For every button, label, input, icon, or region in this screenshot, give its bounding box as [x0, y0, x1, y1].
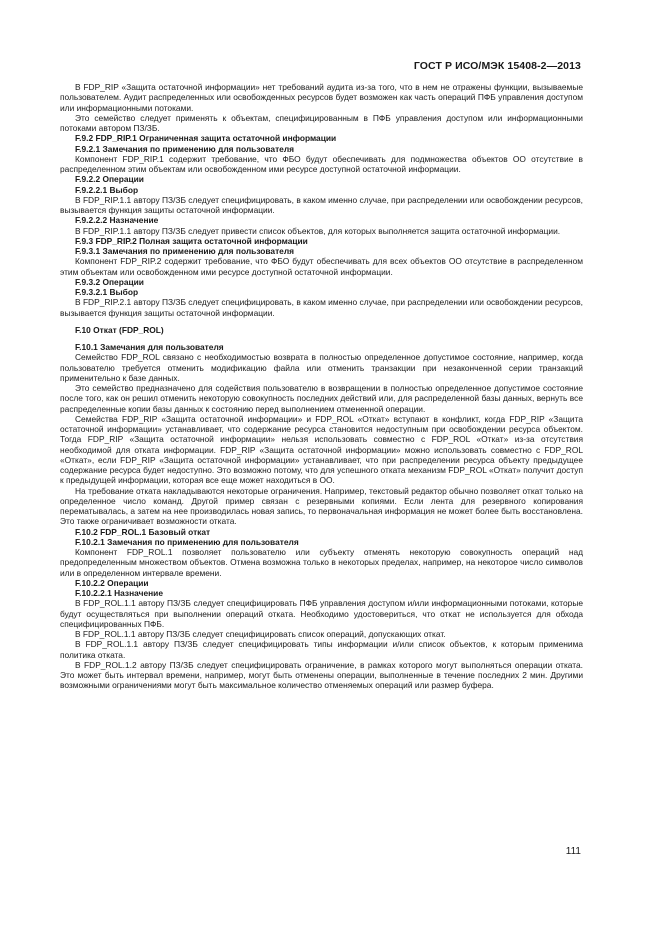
paragraph: В FDP_RIP.1.1 автору ПЗ/ЗБ следует привести список объектов, для которых выполняется защита остаточной информации. [75, 225, 561, 236]
paragraph: Компонент FDP_RIP.2 содержит требование, что ФБО будут обеспечивать для всех объектов ОО отсутствие в распределенном этим объектам или освобожденном ими ресурсе доступной остаточной информации. [60, 256, 583, 277]
section-heading: F.10.2.2 Операции [75, 577, 149, 588]
paragraph: Это семейство предназначено для содействия пользователю в возвращении в полностью определенное допустимое состояние после того, как он решил отменить некоторую совокупность последних действий или, для распределенной базы данных, вернуть все распределенные копии базы данных к состоянию перед выполнением отмененной операции. [60, 383, 583, 414]
paragraph: В FDP_ROL.1.1 автору ПЗ/ЗБ следует специфицировать список операций, допускающих откат. [75, 629, 446, 639]
paragraph: Компонент FDP_ROL.1 позволяет пользователю или субъекту отменять некоторую совокупность операций над предопределенным множеством объектов. Отмена возможна только в некоторых пределах, например, на некоторое число символов или в определенном интервале времени. [60, 547, 583, 578]
section-heading: F.9.2.2 Операции [75, 174, 144, 185]
section-heading: F.10.2.2.1 Назначение [75, 588, 163, 598]
paragraph: В FDP_ROL.1.2 автору ПЗ/ЗБ следует специфицировать ограничение, в рамках которого могут выполняться операции отката. Это может быть интервал времени, например, могут быть отменены операции, выполненные в течение последних 2 мин. Другими возможными ограничениями могут быть максимальное количество отменяемых операций или размер буфера. [60, 659, 583, 691]
section-heading: F.10.2.1 Замечания по применению для пользователя [75, 536, 299, 547]
section-heading: F.9.2.1 Замечания по применению для пользователя [75, 143, 295, 154]
section-heading: F.9.3.2 Операции [75, 276, 144, 287]
paragraph: В FDP_RIP.2.1 автору ПЗ/ЗБ следует специфицировать, в каком именно случае, при распределении или освобождении ресурсов, вызывается функция защиты остаточной информации. [60, 297, 583, 318]
paragraph: Компонент FDP_RIP.1 содержит требование, что ФБО будут обеспечивать для подмножества объектов ОО отсутствие в распределенном этим объектам или освобожденном ими ресурсе доступной остаточной информации. [60, 153, 583, 174]
document-body [60, 82, 583, 691]
page-number: 111 [565, 846, 581, 857]
section-heading: F.9.3 FDP_RIP.2 Полная защита остаточной информации [75, 235, 308, 246]
section-heading: F.9.3.1 Замечания по применению для пользователя [75, 246, 295, 256]
paragraph: На требование отката накладываются некоторые ограничения. Например, текстовый редактор обычно позволяет откат только на определенное число команд. Другой пример связан с резервными копиями. Если лента для резервного копирования перематывалась, а затем на нее производилась новая запись, то первоначальная информация не может более быть восстановлена. Это также ограничивает возможности отката. [60, 485, 583, 527]
section-heading: F.10.1 Замечания для пользователя [75, 342, 224, 352]
paragraph: Семейства FDP_RIP «Защита остаточной информации» и FDP_ROL «Откат» вступают в конфликт, когда FDP_RIP «Защита остаточной информации» устанавливает, что содержание ресурса становится недоступным при освобождении ресурса объектом. Тогда FDP_RIP «Защита остаточной информации» нельзя использовать совместно с FDP_ROL «Откат» из-за отсутствия необходимой для отката информации. FDP_RIP «Защита остаточной информации» можно использовать совместно с FDP_ROL «Откат», если FDP_RIP «Защита остаточной информации» устанавливает, что при распределении ресурса объекту предыдущее содержание ресурса будет недоступно. Это возможно потому, что для успешного отката механизм FDP_ROL «Откат» получит доступ к предыдущей информации, которая все еще может находиться в ОО. [60, 413, 583, 486]
section-heading: F.10.2 FDP_ROL.1 Базовый откат [75, 526, 211, 537]
section-heading: F.10 Откат (FDP_ROL) [75, 324, 164, 335]
paragraph: В FDP_ROL.1.1 автору ПЗ/ЗБ следует специфицировать типы информации и/или список объектов, к которым применима политика отката. [60, 639, 583, 660]
paragraph: Семейство FDP_ROL связано с необходимостью возврата в полностью определенное допустимое состояние, например, когда пользователю требуется отменить модификацию файла или отменить транзакции при незаконченной серии транзакций применительно к базе данных. [60, 352, 583, 383]
paragraph: Это семейство следует применять к объектам, специфицированным в ПФБ управления доступом или информационными потоками автором ПЗ/ЗБ. [60, 112, 583, 133]
paragraph: В FDP_ROL.1.1 автору ПЗ/ЗБ следует специфицировать ПФБ управления доступом и/или информационными потоками, которые будут осуществляться при выполнении операций отката. Необходимо удостовериться, что откат не используется для обхода специфицированных ПФБ. [60, 598, 583, 629]
section-heading: F.9.3.2.1 Выбор [75, 287, 139, 297]
section-heading: F.9.2.2.1 Выбор [75, 184, 139, 195]
standard-header: ГОСТ Р ИСО/МЭК 15408-2—2013 [413, 60, 581, 72]
paragraph: В FDP_RIP.1.1 автору ПЗ/ЗБ следует специфицировать, в каком именно случае, при распределении или освобождении ресурсов, вызывается функция защиты остаточной информации. [60, 194, 583, 215]
paragraph: В FDP_RIP «Защита остаточной информации» нет требований аудита из-за того, что в нем не отражены функции, вызываемые пользователем. Аудит распределенных или освобожденных ресурсов будет возможен как часть операций ПФБ управления доступом или информационными потоками. [60, 82, 583, 113]
section-heading: F.9.2 FDP_RIP.1 Ограниченная защита остаточной информации [75, 133, 337, 144]
section-heading: F.9.2.2.2 Назначение [75, 215, 159, 226]
